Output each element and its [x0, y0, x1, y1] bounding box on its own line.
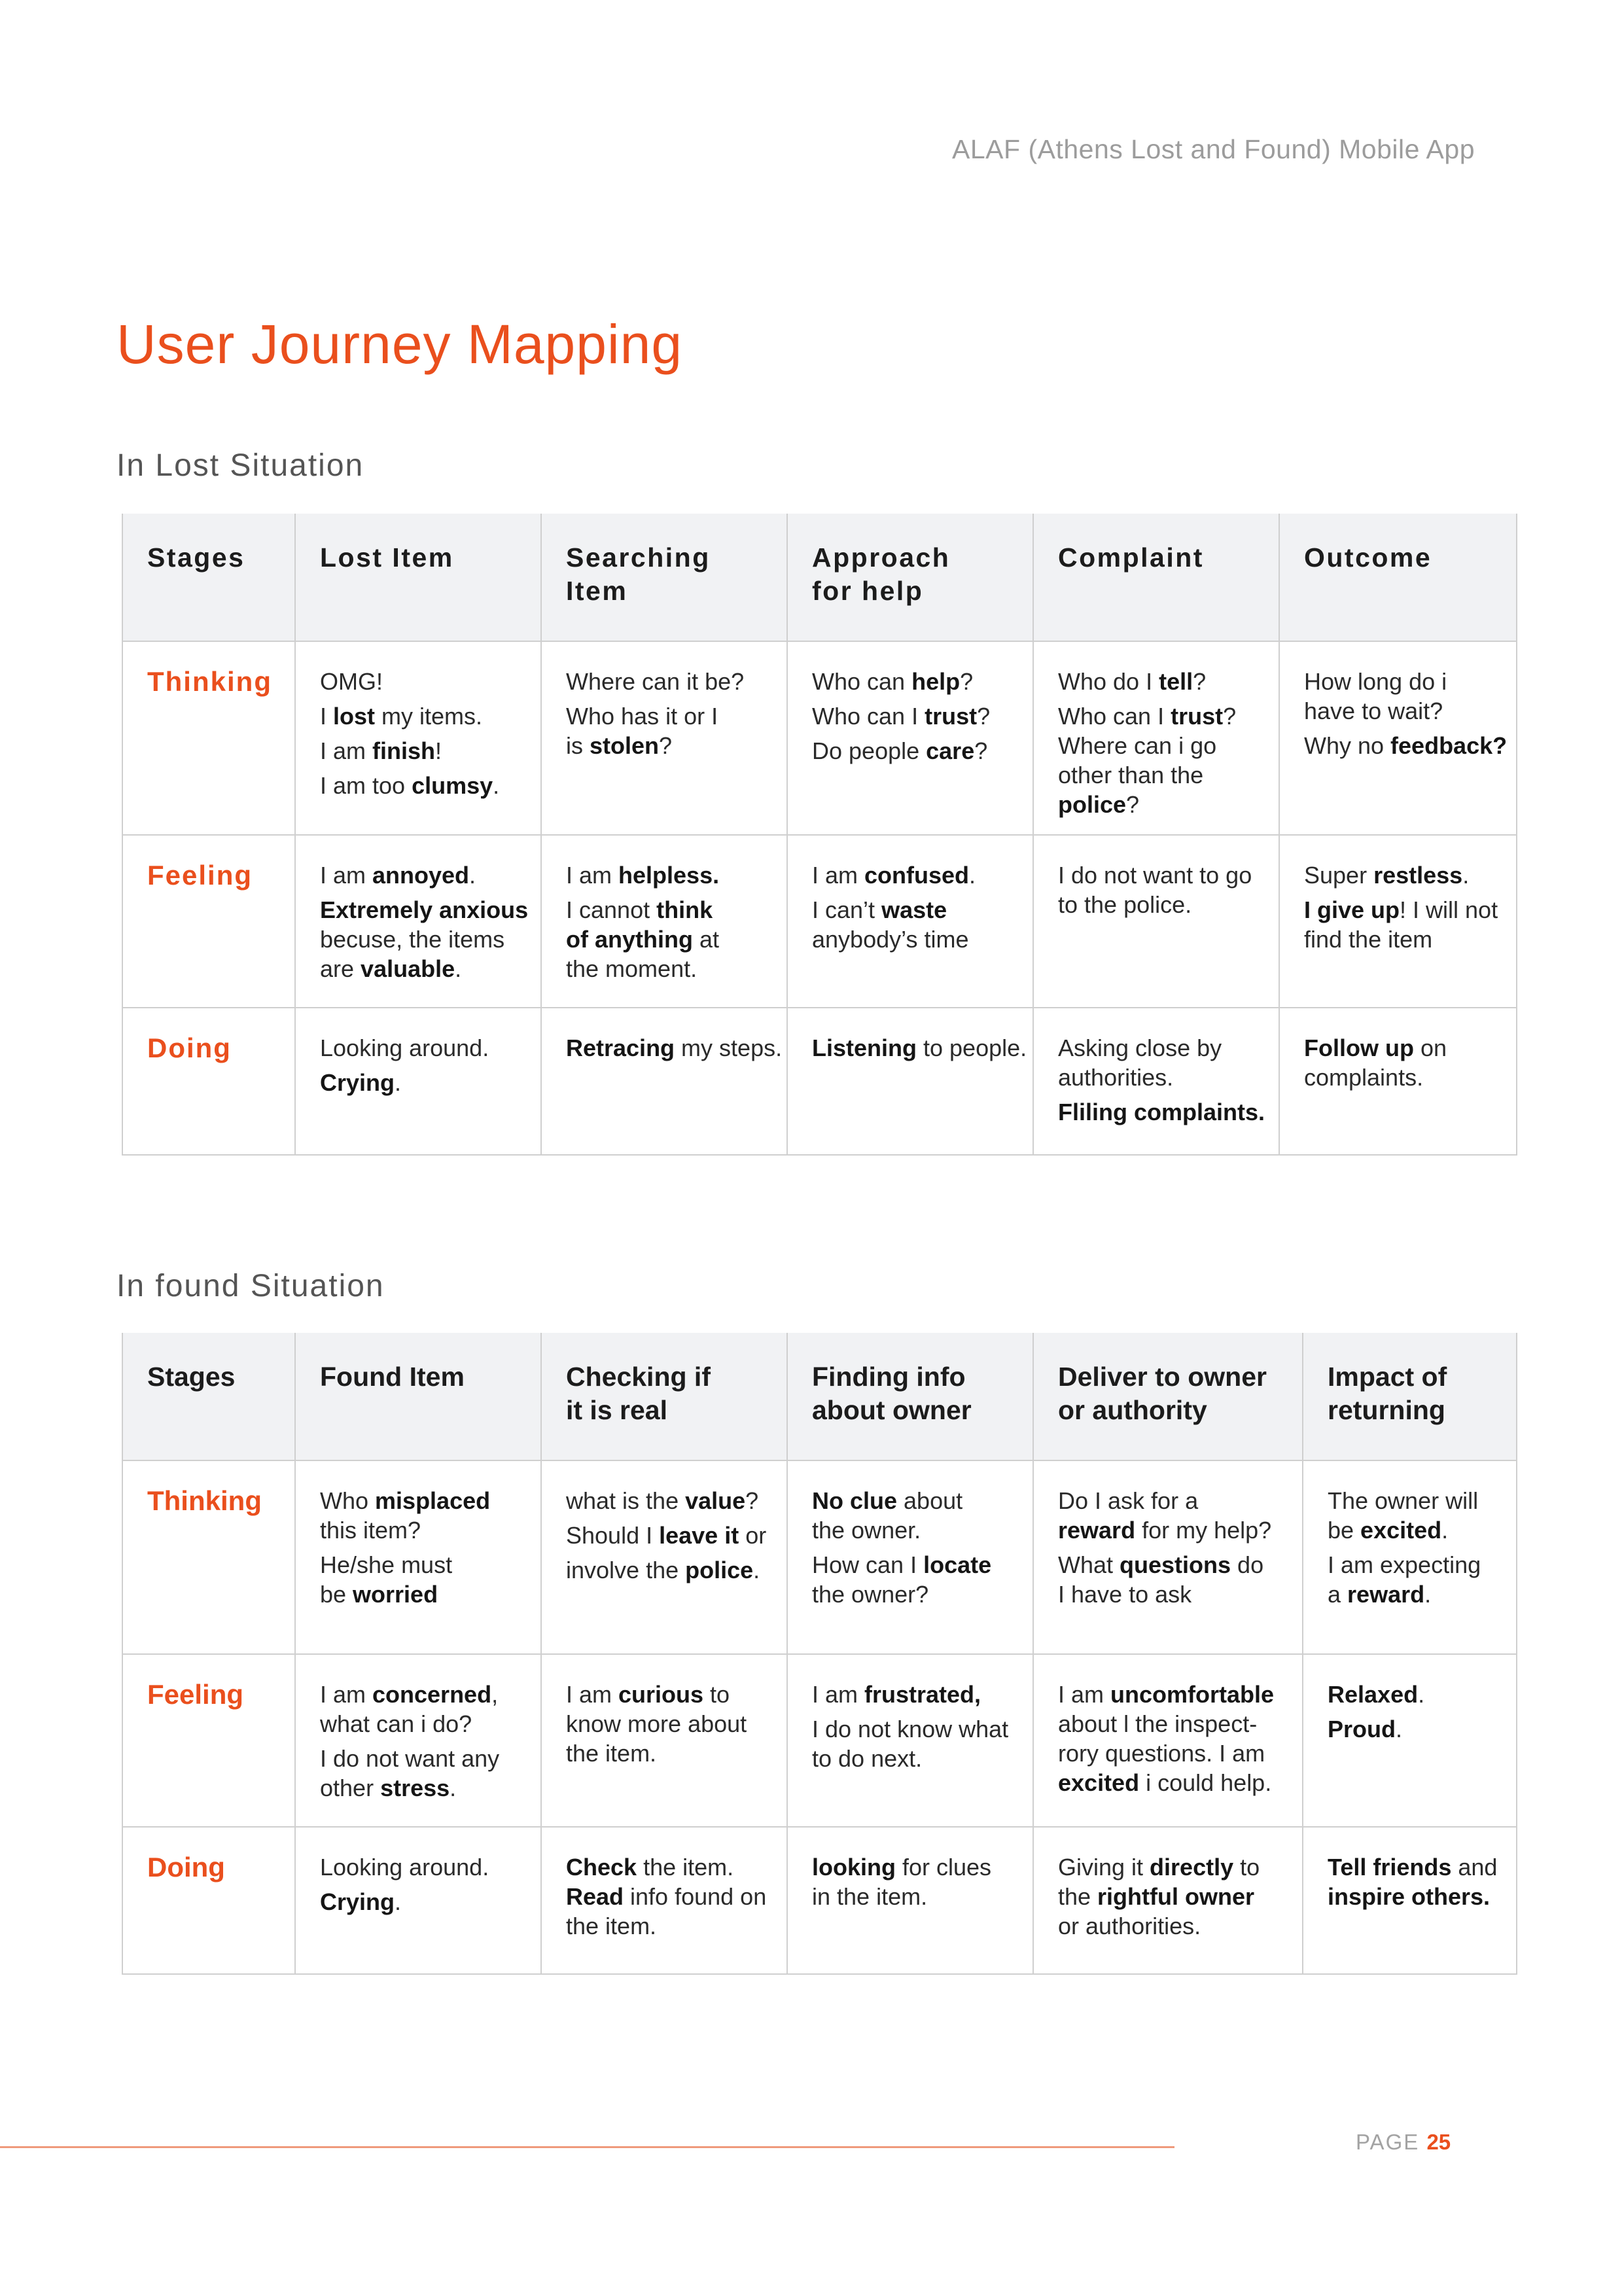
- cell-line: [1304, 731, 1516, 760]
- journey-cell: [1033, 835, 1279, 1008]
- column-header-finding-info-about-owner: Finding info about owner: [787, 1333, 1033, 1460]
- cell-line: [812, 1033, 1033, 1063]
- cell-text: OMG!: [320, 668, 383, 695]
- cell-line: [320, 667, 540, 696]
- journey-cell: [295, 641, 541, 835]
- stage-row-feeling: [122, 1654, 1517, 1827]
- cell-text: on complaints.: [1304, 1034, 1447, 1091]
- cell-text: this item?: [320, 1517, 421, 1544]
- cell-text: Looking around.: [320, 1854, 489, 1881]
- emphasis-text: Extremely anxious: [320, 896, 529, 923]
- cell-text: The owner will be: [1328, 1487, 1479, 1544]
- cell-line: [812, 1714, 1033, 1773]
- cell-text: ? Where can i go other than the: [1058, 703, 1237, 788]
- cell-line: [1304, 1033, 1516, 1092]
- emphasis-text: stolen: [590, 732, 660, 759]
- cell-text: Why no: [1304, 732, 1391, 759]
- column-header-deliver-to-owner-or-authority: Deliver to owner or authority: [1033, 1333, 1303, 1460]
- cell-line: [320, 1852, 540, 1882]
- cell-text: my items.: [375, 703, 483, 730]
- cell-line: [812, 1486, 1033, 1545]
- cell-text: ?: [659, 732, 673, 759]
- emphasis-text: tell: [1159, 668, 1193, 695]
- emphasis-text: care: [926, 737, 975, 764]
- cell-line: [566, 895, 786, 983]
- emphasis-text: Crying: [320, 1069, 395, 1096]
- cell-line: [1058, 1852, 1302, 1941]
- running-header: ALAF (Athens Lost and Found) Mobile App: [952, 134, 1475, 164]
- emphasis-text: restless: [1373, 862, 1463, 889]
- journey-cell: [787, 1827, 1033, 1974]
- cell-text: ?: [1193, 668, 1207, 695]
- emphasis-text: Fliling complaints.: [1058, 1099, 1265, 1125]
- emphasis-text: stress: [380, 1775, 450, 1801]
- cell-text: I am: [320, 862, 373, 889]
- cell-line: [320, 860, 540, 890]
- cell-text: I am: [812, 862, 865, 889]
- journey-cell: [541, 641, 787, 835]
- cell-text: I am: [566, 862, 619, 889]
- section-title-lost: In Lost Situation: [116, 448, 364, 483]
- cell-line: [566, 1033, 786, 1063]
- cell-line: [812, 1852, 1033, 1911]
- emphasis-text: lost: [333, 703, 376, 730]
- journey-cell: [1033, 641, 1279, 835]
- emphasis-text: Follow up: [1304, 1034, 1414, 1061]
- cell-text: I am too: [320, 772, 412, 799]
- journey-cell: [1033, 1460, 1303, 1654]
- journey-cell: [1279, 835, 1517, 1008]
- cell-line: [320, 1486, 540, 1545]
- cell-text: the owner?: [812, 1581, 929, 1608]
- column-header-impact-of-returning: Impact of returning: [1303, 1333, 1517, 1460]
- stage-label: Doing: [122, 1008, 295, 1155]
- cell-text: I am: [566, 1681, 619, 1708]
- cell-line: [1304, 667, 1516, 726]
- cell-line: [812, 1550, 1033, 1609]
- stage-row-thinking: [122, 641, 1517, 835]
- emphasis-text: Proud: [1328, 1716, 1396, 1742]
- cell-text: .: [1396, 1716, 1403, 1742]
- cell-text: Giving it: [1058, 1854, 1150, 1881]
- cell-text: Should I: [566, 1522, 660, 1549]
- section-title-found: In found Situation: [116, 1269, 385, 1303]
- stage-label: Feeling: [122, 1654, 295, 1827]
- emphasis-text: No clue: [812, 1487, 898, 1514]
- cell-text: How can I: [812, 1551, 924, 1578]
- emphasis-text: worried: [353, 1581, 438, 1608]
- cell-text: I: [320, 703, 334, 730]
- cell-text: Who: [320, 1487, 376, 1514]
- emphasis-text: police: [1058, 791, 1127, 818]
- cell-line: [1304, 895, 1516, 954]
- cell-text: What: [1058, 1551, 1120, 1578]
- cell-line: [566, 1852, 786, 1941]
- emphasis-text: frustrated,: [864, 1681, 981, 1708]
- cell-text: Who has it or I is: [566, 703, 718, 759]
- stage-label: Feeling: [122, 835, 295, 1008]
- cell-line: [1058, 1680, 1302, 1797]
- journey-cell: [295, 835, 541, 1008]
- cell-text: , what can i do?: [320, 1681, 499, 1737]
- emphasis-text: directly: [1150, 1854, 1234, 1881]
- column-header-searching-item: Searching Item: [541, 514, 787, 641]
- cell-line: [320, 1068, 540, 1097]
- journey-cell: [1279, 641, 1517, 835]
- cell-text: to know more about the item.: [566, 1681, 747, 1767]
- cell-line: [320, 895, 540, 983]
- cell-text: .: [1424, 1581, 1432, 1608]
- cell-line: [812, 1680, 1033, 1709]
- emphasis-text: misplaced: [375, 1487, 491, 1514]
- journey-cell: [541, 1827, 787, 1974]
- cell-text: anybody’s time: [812, 926, 969, 953]
- cell-line: [320, 1550, 540, 1609]
- cell-line: [1328, 1486, 1516, 1545]
- cell-text: and: [1458, 1854, 1498, 1881]
- cell-text: ?: [974, 737, 988, 764]
- cell-line: [812, 701, 1033, 731]
- emphasis-text: looking: [812, 1854, 896, 1881]
- stage-row-doing: [122, 1827, 1517, 1974]
- cell-text: .: [455, 955, 462, 982]
- journey-cell: [1303, 1460, 1517, 1654]
- cell-text: Where can it be?: [566, 668, 745, 695]
- journey-cell: [787, 641, 1033, 835]
- journey-cell: [1033, 1008, 1279, 1155]
- cell-line: [1304, 860, 1516, 890]
- cell-line: [320, 1744, 540, 1803]
- journey-cell: [295, 1008, 541, 1155]
- column-header-stages: Stages: [122, 514, 295, 641]
- cell-text: .: [753, 1557, 760, 1583]
- emphasis-text: questions: [1120, 1551, 1231, 1578]
- cell-line: [566, 1486, 786, 1515]
- cell-text: becuse, the items are: [320, 926, 505, 982]
- emphasis-text: police: [685, 1557, 754, 1583]
- journey-table-lost: [122, 514, 1517, 1156]
- cell-text: do I have to ask: [1058, 1551, 1264, 1608]
- cell-text: i could help.: [1139, 1769, 1272, 1796]
- stage-row-doing: [122, 1008, 1517, 1155]
- cell-text: to the: [1058, 1854, 1260, 1910]
- stage-row-feeling: [122, 835, 1517, 1008]
- cell-text: or authorities.: [1058, 1913, 1201, 1939]
- cell-text: the item.: [643, 1854, 734, 1881]
- stage-row-thinking: [122, 1460, 1517, 1654]
- column-header-stages: Stages: [122, 1333, 295, 1460]
- emphasis-text: value: [685, 1487, 746, 1514]
- cell-text: I do not know what to do next.: [812, 1716, 1009, 1772]
- column-header-approach-for-help: Approach for help: [787, 514, 1033, 641]
- header-row: [122, 514, 1517, 641]
- header-row: [122, 1333, 1517, 1460]
- cell-text: ?: [745, 1487, 759, 1514]
- column-header-lost-item: Lost Item: [295, 514, 541, 641]
- cell-text: or: [739, 1522, 767, 1549]
- cell-text: I do not want to go to the police.: [1058, 862, 1252, 918]
- column-header-outcome: Outcome: [1279, 514, 1517, 641]
- journey-cell: [1303, 1827, 1517, 1974]
- cell-line: [320, 1033, 540, 1063]
- column-header-checking-if-it-is-real: Checking if it is real: [541, 1333, 787, 1460]
- cell-text: Do I ask for a: [1058, 1487, 1199, 1514]
- cell-line: [566, 1521, 786, 1550]
- cell-line: [1328, 1680, 1516, 1709]
- cell-text: .: [1441, 1517, 1449, 1544]
- cell-text: .: [395, 1888, 402, 1915]
- cell-text: .: [493, 772, 500, 799]
- cell-text: He/she must be: [320, 1551, 453, 1608]
- cell-text: Asking close by authorities.: [1058, 1034, 1222, 1091]
- emphasis-text: reward: [1347, 1581, 1425, 1608]
- cell-line: [1058, 1033, 1279, 1092]
- page-title: User Journey Mapping: [116, 313, 683, 375]
- emphasis-text: confused: [864, 862, 970, 889]
- emphasis-text: waste: [881, 896, 947, 923]
- cell-line: [566, 1555, 786, 1585]
- cell-line: [1328, 1852, 1516, 1911]
- cell-text: I am: [320, 1681, 373, 1708]
- emphasis-text: annoyed: [372, 862, 470, 889]
- journey-cell: [541, 1460, 787, 1654]
- cell-line: [1328, 1550, 1516, 1609]
- emphasis-text: leave it: [659, 1522, 739, 1549]
- cell-text: about the owner.: [812, 1487, 963, 1544]
- emphasis-text: think of anything: [566, 896, 713, 953]
- journey-cell: [1033, 1654, 1303, 1827]
- page-label: PAGE: [1356, 2130, 1420, 2154]
- cell-line: [566, 1680, 786, 1768]
- emphasis-text: help: [911, 668, 961, 695]
- journey-cell: [295, 1654, 541, 1827]
- emphasis-text: clumsy: [412, 772, 493, 799]
- cell-line: [812, 667, 1033, 696]
- cell-line: [1328, 1714, 1516, 1744]
- emphasis-text: trust: [925, 703, 978, 730]
- cell-text: Who can I: [812, 703, 925, 730]
- emphasis-text: trust: [1171, 703, 1224, 730]
- cell-text: How long do i have to wait?: [1304, 668, 1447, 724]
- column-header-complaint: Complaint: [1033, 514, 1279, 641]
- cell-text: Who can I: [1058, 703, 1171, 730]
- cell-text: Who do I: [1058, 668, 1159, 695]
- cell-line: [320, 1680, 540, 1739]
- cell-text: .: [450, 1775, 457, 1801]
- journey-cell: [787, 1008, 1033, 1155]
- cell-text: ?: [960, 668, 974, 695]
- emphasis-text: I give up: [1304, 896, 1400, 923]
- cell-text: I am expecting a: [1328, 1551, 1481, 1608]
- cell-text: Who can: [812, 668, 912, 695]
- cell-line: [566, 701, 786, 760]
- page-number-value: 25: [1426, 2130, 1451, 2154]
- page-number: [1356, 2130, 1451, 2155]
- cell-line: [1058, 667, 1279, 696]
- cell-line: [320, 701, 540, 731]
- cell-text: .: [1418, 1681, 1425, 1708]
- emphasis-text: Listening: [812, 1034, 917, 1061]
- emphasis-text: Crying: [320, 1888, 395, 1915]
- journey-cell: [295, 1460, 541, 1654]
- journey-cell: [541, 1654, 787, 1827]
- footer-rule: [0, 2146, 1174, 2148]
- emphasis-text: locate: [923, 1551, 992, 1578]
- cell-line: [320, 1887, 540, 1916]
- journey-cell: [541, 1008, 787, 1155]
- cell-text: about l the inspect- rory questions. I am: [1058, 1710, 1265, 1767]
- emphasis-text: inspire others.: [1328, 1883, 1491, 1910]
- journey-cell: [787, 1654, 1033, 1827]
- cell-text: for clues in the item.: [812, 1854, 992, 1910]
- stage-label: Thinking: [122, 1460, 295, 1654]
- cell-line: [1058, 1550, 1302, 1609]
- cell-text: what is the: [566, 1487, 686, 1514]
- cell-text: I am: [320, 737, 373, 764]
- emphasis-text: Retracing: [566, 1034, 675, 1061]
- emphasis-text: concerned: [372, 1681, 492, 1708]
- emphasis-text: valuable: [361, 955, 455, 982]
- cell-text: ?: [1126, 791, 1140, 818]
- journey-cell: [295, 1827, 541, 1974]
- cell-text: ?: [977, 703, 991, 730]
- cell-text: my steps.: [675, 1034, 783, 1061]
- emphasis-text: reward: [1058, 1517, 1136, 1544]
- cell-text: I do not want any other: [320, 1745, 500, 1801]
- emphasis-text: Read: [566, 1883, 624, 1910]
- cell-line: [320, 736, 540, 766]
- cell-line: [1058, 1486, 1302, 1545]
- cell-text: Do people: [812, 737, 927, 764]
- emphasis-text: curious: [618, 1681, 704, 1708]
- stage-label: Thinking: [122, 641, 295, 835]
- emphasis-text: Tell friends: [1328, 1854, 1452, 1881]
- column-header-found-item: Found Item: [295, 1333, 541, 1460]
- cell-text: I am: [812, 1681, 865, 1708]
- journey-cell: [541, 835, 787, 1008]
- cell-text: I can’t: [812, 896, 882, 923]
- emphasis-text: uncomfortable: [1110, 1681, 1275, 1708]
- cell-text: ! I will not find the item: [1304, 896, 1498, 953]
- cell-text: to people.: [917, 1034, 1027, 1061]
- cell-text: .: [469, 862, 476, 889]
- cell-line: [566, 860, 786, 890]
- cell-line: [1058, 701, 1279, 819]
- cell-text: I cannot: [566, 896, 657, 923]
- journey-cell: [787, 1460, 1033, 1654]
- cell-text: involve the: [566, 1557, 686, 1583]
- cell-text: .: [1462, 862, 1470, 889]
- emphasis-text: excited: [1360, 1517, 1442, 1544]
- emphasis-text: Check: [566, 1854, 637, 1881]
- cell-line: [1058, 860, 1279, 919]
- journey-cell: [787, 835, 1033, 1008]
- journey-cell: [1033, 1827, 1303, 1974]
- cell-text: .: [395, 1069, 402, 1096]
- emphasis-text: Relaxed: [1328, 1681, 1419, 1708]
- emphasis-text: feedback?: [1390, 732, 1508, 759]
- emphasis-text: helpless.: [618, 862, 720, 889]
- cell-text: Looking around.: [320, 1034, 489, 1061]
- cell-line: [812, 736, 1033, 766]
- emphasis-text: finish: [372, 737, 436, 764]
- journey-cell: [1279, 1008, 1517, 1155]
- journey-cell: [1303, 1654, 1517, 1827]
- emphasis-text: excited: [1058, 1769, 1140, 1796]
- cell-line: [566, 667, 786, 696]
- cell-text: .: [969, 862, 976, 889]
- cell-line: [812, 860, 1033, 890]
- cell-line: [320, 771, 540, 800]
- cell-text: Super: [1304, 862, 1374, 889]
- cell-text: at the moment.: [566, 926, 720, 982]
- stage-label: Doing: [122, 1827, 295, 1974]
- cell-text: for my help?: [1135, 1517, 1272, 1544]
- cell-line: [1058, 1097, 1279, 1127]
- cell-text: !: [435, 737, 442, 764]
- emphasis-text: rightful owner: [1097, 1883, 1255, 1910]
- cell-text: info found on the item.: [566, 1883, 767, 1939]
- cell-line: [812, 895, 1033, 954]
- journey-table-found: [122, 1333, 1517, 1975]
- cell-text: I am: [1058, 1681, 1111, 1708]
